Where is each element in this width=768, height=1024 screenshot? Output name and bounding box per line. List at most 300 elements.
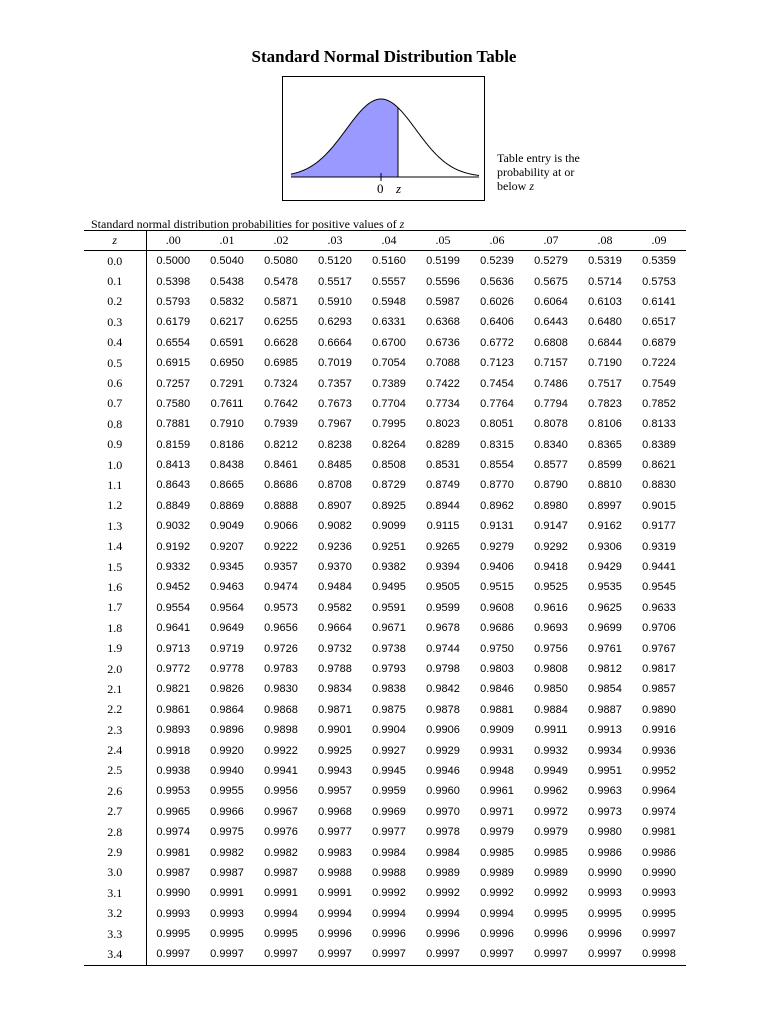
table-row (84, 455, 686, 475)
probability-cell: 0.9959 (372, 785, 406, 798)
probability-cell: 0.6026 (480, 295, 514, 308)
probability-cell: 0.9236 (318, 540, 352, 553)
z-value-cell: 3.4 (84, 944, 146, 965)
probability-cell: 0.7995 (372, 418, 406, 431)
z-value-cell: 2.6 (84, 781, 146, 801)
probability-cell: 0.9732 (318, 642, 352, 655)
probability-cell: 0.8643 (156, 479, 191, 492)
figure-caption (497, 151, 607, 193)
probability-cell: 0.9599 (426, 601, 460, 614)
probability-cell: 0.9582 (318, 601, 352, 614)
probability-cell: 0.9976 (264, 826, 298, 839)
probability-cell: 0.9441 (642, 561, 676, 574)
probability-cell: 0.9177 (642, 520, 676, 533)
probability-cell: 0.9997 (524, 944, 578, 965)
header-col: .02 (254, 231, 308, 251)
probability-cell: 0.9357 (264, 561, 298, 574)
table-row (84, 557, 686, 577)
probability-cell: 0.9974 (642, 805, 676, 818)
probability-cell: 0.9719 (210, 642, 244, 655)
z-value-cell: 1.2 (84, 496, 146, 516)
table-row (84, 414, 686, 434)
probability-cell: 0.9868 (264, 703, 298, 716)
probability-cell: 0.9965 (156, 805, 191, 818)
probability-cell: 0.9887 (588, 703, 622, 716)
probability-cell: 0.9996 (480, 928, 514, 941)
z-value-cell: 2.2 (84, 700, 146, 720)
probability-cell: 0.9952 (642, 764, 676, 777)
page-title: Standard Normal Distribution Table (251, 47, 517, 66)
probability-cell: 0.5910 (318, 295, 352, 308)
probability-cell: 0.9641 (156, 622, 191, 635)
probability-cell: 0.9251 (372, 540, 406, 553)
probability-cell: 0.9382 (372, 561, 406, 574)
probability-cell: 0.9997 (470, 944, 524, 965)
probability-cell: 0.9983 (318, 846, 352, 859)
probability-cell: 0.6141 (642, 295, 676, 308)
probability-cell: 0.9920 (210, 744, 244, 757)
probability-cell: 0.9049 (210, 520, 244, 533)
probability-cell: 0.8389 (642, 438, 676, 451)
probability-cell: 0.9994 (318, 907, 352, 920)
table-row (84, 292, 686, 312)
probability-cell: 0.9993 (588, 887, 622, 900)
table-row (84, 353, 686, 373)
probability-cell: 0.8599 (588, 459, 622, 472)
probability-cell: 0.7580 (156, 397, 191, 410)
probability-cell: 0.9988 (318, 866, 352, 879)
probability-cell: 0.9319 (642, 540, 676, 553)
probability-cell: 0.9761 (588, 642, 622, 655)
probability-cell: 0.9996 (426, 928, 460, 941)
probability-cell: 0.9940 (210, 764, 244, 777)
probability-cell: 0.9678 (426, 622, 460, 635)
probability-cell: 0.8264 (372, 438, 406, 451)
probability-cell: 0.6217 (210, 316, 244, 329)
probability-cell: 0.9996 (372, 928, 406, 941)
probability-cell: 0.9306 (588, 540, 622, 553)
probability-cell: 0.7881 (156, 418, 191, 431)
probability-cell: 0.9995 (264, 928, 298, 941)
table-row (84, 883, 686, 903)
probability-cell: 0.9989 (426, 866, 460, 879)
probability-cell: 0.7734 (426, 397, 460, 410)
probability-cell: 0.6736 (426, 336, 460, 349)
probability-cell: 0.9484 (318, 581, 352, 594)
probability-cell: 0.9906 (426, 724, 460, 737)
probability-cell: 0.9554 (156, 601, 191, 614)
probability-cell: 0.9838 (372, 683, 406, 696)
table-row (84, 679, 686, 699)
z-value-cell: 3.0 (84, 863, 146, 883)
probability-cell: 0.9909 (480, 724, 514, 737)
probability-cell: 0.7517 (588, 377, 622, 390)
probability-cell: 0.9990 (588, 866, 622, 879)
probability-cell: 0.9625 (588, 601, 622, 614)
probability-cell: 0.7704 (372, 397, 406, 410)
probability-cell: 0.9971 (480, 805, 514, 818)
z-value-cell: 2.1 (84, 679, 146, 699)
header-col: .09 (632, 231, 686, 251)
z-value-cell: 2.0 (84, 659, 146, 679)
probability-cell: 0.9997 (642, 928, 676, 941)
z-value-cell: 3.3 (84, 924, 146, 944)
table-header-row (84, 231, 686, 251)
probability-cell: 0.9991 (264, 887, 298, 900)
probability-cell: 0.6985 (264, 357, 298, 370)
z-value-cell: 1.0 (84, 455, 146, 475)
probability-cell: 0.8790 (534, 479, 568, 492)
probability-cell: 0.9938 (156, 764, 191, 777)
probability-cell: 0.7764 (480, 397, 514, 410)
probability-cell: 0.9979 (480, 826, 514, 839)
table-row (84, 435, 686, 455)
probability-cell: 0.8508 (372, 459, 406, 472)
probability-cell: 0.9738 (372, 642, 406, 655)
probability-cell: 0.9901 (318, 724, 352, 737)
probability-cell: 0.9957 (318, 785, 352, 798)
table-row (84, 700, 686, 720)
probability-cell: 0.9911 (534, 724, 568, 737)
probability-cell: 0.7454 (480, 377, 514, 390)
probability-cell: 0.5040 (210, 255, 244, 268)
probability-cell: 0.5596 (426, 275, 460, 288)
probability-cell: 0.8980 (534, 499, 568, 512)
probability-cell: 0.9545 (642, 581, 676, 594)
table-row (84, 251, 686, 272)
probability-cell: 0.8849 (156, 499, 191, 512)
probability-cell: 0.6879 (642, 336, 676, 349)
probability-cell: 0.8106 (588, 418, 622, 431)
table-row (84, 720, 686, 740)
header-col: .07 (524, 231, 578, 251)
probability-cell: 0.8907 (318, 499, 352, 512)
table-row (84, 904, 686, 924)
table-row (84, 802, 686, 822)
probability-cell: 0.9979 (534, 826, 568, 839)
probability-cell: 0.9934 (588, 744, 622, 757)
probability-cell: 0.6554 (156, 336, 191, 349)
probability-cell: 0.5557 (372, 275, 406, 288)
probability-table-wrapper (84, 230, 686, 966)
probability-cell: 0.9987 (210, 866, 244, 879)
probability-cell: 0.9997 (200, 944, 254, 965)
probability-cell: 0.8830 (642, 479, 676, 492)
probability-cell: 0.8078 (534, 418, 568, 431)
probability-cell: 0.9982 (210, 846, 244, 859)
probability-cell: 0.7422 (426, 377, 460, 390)
probability-cell: 0.7019 (318, 357, 352, 370)
probability-cell: 0.9966 (210, 805, 244, 818)
table-row (84, 394, 686, 414)
probability-cell: 0.9898 (264, 724, 298, 737)
probability-cell: 0.9978 (426, 826, 460, 839)
probability-cell: 0.8577 (534, 459, 568, 472)
shaded-probability-area (291, 99, 398, 177)
probability-cell: 0.9977 (372, 826, 406, 839)
probability-cell: 0.9932 (534, 744, 568, 757)
probability-cell: 0.9973 (588, 805, 622, 818)
probability-cell: 0.9995 (210, 928, 244, 941)
table-row (84, 842, 686, 862)
probability-cell: 0.6368 (426, 316, 460, 329)
table-row (84, 924, 686, 944)
probability-cell: 0.9564 (210, 601, 244, 614)
probability-cell: 0.9082 (318, 520, 352, 533)
probability-cell: 0.9997 (308, 944, 362, 965)
probability-cell: 0.9967 (264, 805, 298, 818)
probability-cell: 0.9922 (264, 744, 298, 757)
probability-cell: 0.9525 (534, 581, 568, 594)
probability-cell: 0.8708 (318, 479, 352, 492)
probability-cell: 0.9744 (426, 642, 460, 655)
caption-line-1: Table entry is the (497, 151, 580, 165)
probability-cell: 0.7123 (480, 357, 514, 370)
probability-cell: 0.6628 (264, 336, 298, 349)
header-col: .05 (416, 231, 470, 251)
probability-cell: 0.9878 (426, 703, 460, 716)
z-value-cell: 0.3 (84, 312, 146, 332)
z-value-cell: 1.6 (84, 577, 146, 597)
probability-cell: 0.9986 (588, 846, 622, 859)
z-value-cell: 0.1 (84, 271, 146, 291)
probability-cell: 0.9699 (588, 622, 622, 635)
probability-cell: 0.9591 (372, 601, 406, 614)
probability-cell: 0.9992 (372, 887, 406, 900)
probability-cell: 0.9821 (156, 683, 191, 696)
z-value-cell: 0.0 (84, 251, 146, 272)
probability-cell: 0.9995 (588, 907, 622, 920)
probability-cell: 0.7939 (264, 418, 298, 431)
probability-cell: 0.9996 (534, 928, 568, 941)
table-row (84, 577, 686, 597)
probability-cell: 0.9099 (372, 520, 406, 533)
z-value-cell: 1.4 (84, 536, 146, 556)
probability-cell: 0.9664 (318, 622, 352, 635)
probability-cell: 0.9474 (264, 581, 298, 594)
probability-cell: 0.9993 (642, 887, 676, 900)
probability-cell: 0.9884 (534, 703, 568, 716)
probability-cell: 0.9984 (426, 846, 460, 859)
probability-cell: 0.9726 (264, 642, 298, 655)
probability-cell: 0.8621 (642, 459, 676, 472)
probability-cell: 0.8962 (480, 499, 514, 512)
probability-cell: 0.9987 (156, 866, 191, 879)
probability-cell: 0.9265 (426, 540, 460, 553)
z-label: z (396, 181, 402, 196)
probability-cell: 0.6808 (534, 336, 568, 349)
probability-cell: 0.8365 (588, 438, 622, 451)
probability-cell: 0.9686 (480, 622, 514, 635)
probability-cell: 0.9925 (318, 744, 352, 757)
table-row (84, 781, 686, 801)
probability-cell: 0.9913 (588, 724, 622, 737)
probability-cell: 0.6664 (318, 336, 352, 349)
probability-cell: 0.9991 (318, 887, 352, 900)
probability-cell: 0.9974 (156, 826, 191, 839)
probability-cell: 0.8997 (588, 499, 622, 512)
probability-cell: 0.5239 (480, 255, 514, 268)
probability-cell: 0.8133 (642, 418, 676, 431)
probability-cell: 0.9808 (534, 663, 568, 675)
probability-cell: 0.9989 (534, 866, 568, 879)
probability-cell: 0.5636 (480, 275, 514, 288)
probability-cell: 0.9896 (210, 724, 244, 737)
probability-cell: 0.9535 (588, 581, 622, 594)
probability-cell: 0.9772 (156, 663, 191, 675)
probability-cell: 0.5948 (372, 295, 406, 308)
probability-cell: 0.9798 (426, 663, 460, 675)
probability-cell: 0.8665 (210, 479, 244, 492)
probability-cell: 0.9406 (480, 561, 514, 574)
z-value-cell: 2.8 (84, 822, 146, 842)
probability-cell: 0.9656 (264, 622, 298, 635)
probability-cell: 0.9995 (534, 907, 568, 920)
probability-cell: 0.9918 (156, 744, 191, 757)
probability-cell: 0.9817 (642, 663, 676, 675)
probability-cell: 0.6950 (210, 357, 244, 370)
z-value-cell: 0.2 (84, 292, 146, 312)
probability-cell: 0.9192 (156, 540, 191, 553)
probability-cell: 0.9207 (210, 540, 244, 553)
probability-cell: 0.9997 (416, 944, 470, 965)
table-row (84, 475, 686, 495)
probability-cell: 0.9977 (318, 826, 352, 839)
z-value-cell: 0.5 (84, 353, 146, 373)
probability-cell: 0.9345 (210, 561, 244, 574)
z-value-cell: 1.8 (84, 618, 146, 638)
probability-cell: 0.9993 (210, 907, 244, 920)
table-row (84, 496, 686, 516)
probability-cell: 0.9463 (210, 581, 244, 594)
probability-cell: 0.9394 (426, 561, 460, 574)
probability-cell: 0.6772 (480, 336, 514, 349)
probability-cell: 0.9980 (588, 826, 622, 839)
probability-cell: 0.9995 (642, 907, 676, 920)
probability-cell: 0.9793 (372, 663, 406, 675)
probability-cell: 0.9986 (642, 846, 676, 859)
z-value-cell: 3.2 (84, 904, 146, 924)
probability-cell: 0.9803 (480, 663, 514, 675)
probability-cell: 0.6700 (372, 336, 406, 349)
probability-cell: 0.9993 (156, 907, 191, 920)
probability-cell: 0.5279 (534, 255, 568, 268)
probability-cell: 0.9854 (588, 683, 622, 696)
probability-cell: 0.5438 (210, 275, 244, 288)
subtitle-z: z (399, 217, 405, 231)
z-value-cell: 2.9 (84, 842, 146, 862)
probability-cell: 0.6915 (156, 357, 191, 370)
probability-cell: 0.9948 (480, 764, 514, 777)
probability-cell: 0.9998 (632, 944, 686, 965)
table-row (84, 271, 686, 291)
probability-cell: 0.6103 (588, 295, 622, 308)
probability-cell: 0.9147 (534, 520, 568, 533)
probability-cell: 0.7389 (372, 377, 406, 390)
probability-cell: 0.9929 (426, 744, 460, 757)
table-row (84, 761, 686, 781)
probability-cell: 0.5871 (264, 295, 298, 308)
probability-cell: 0.9943 (318, 764, 352, 777)
table-row (84, 373, 686, 393)
probability-cell: 0.7611 (210, 397, 244, 410)
probability-cell: 0.7673 (318, 397, 352, 410)
probability-cell: 0.7794 (534, 397, 568, 410)
probability-cell: 0.7190 (588, 357, 622, 370)
probability-cell: 0.5675 (534, 275, 568, 288)
probability-cell: 0.9960 (426, 785, 460, 798)
probability-cell: 0.7224 (642, 357, 676, 370)
probability-cell: 0.9830 (264, 683, 298, 696)
probability-cell: 0.9332 (156, 561, 191, 574)
z-value-cell: 1.9 (84, 638, 146, 658)
probability-cell: 0.7486 (534, 377, 568, 390)
probability-cell: 0.7357 (318, 377, 352, 390)
table-row (84, 618, 686, 638)
probability-cell: 0.5359 (642, 255, 676, 268)
probability-cell: 0.6179 (156, 316, 191, 329)
probability-cell: 0.6064 (534, 295, 568, 308)
probability-cell: 0.8159 (156, 438, 191, 451)
probability-cell: 0.9370 (318, 561, 352, 574)
probability-cell: 0.9991 (210, 887, 244, 900)
probability-cell: 0.9949 (534, 764, 568, 777)
probability-cell: 0.9985 (534, 846, 568, 859)
probability-cell: 0.9955 (210, 785, 244, 798)
probability-cell: 0.9961 (480, 785, 514, 798)
z-value-cell: 2.4 (84, 740, 146, 760)
caption-z: z (529, 179, 534, 193)
z-value-cell: 2.3 (84, 720, 146, 740)
probability-cell: 0.5517 (318, 275, 352, 288)
subtitle-text: Standard normal distribution probabilities for positive values of (91, 217, 400, 231)
probability-cell: 0.7291 (210, 377, 244, 390)
probability-cell: 0.9834 (318, 683, 352, 696)
probability-cell: 0.7823 (588, 397, 622, 410)
probability-cell: 0.8944 (426, 499, 460, 512)
probability-cell: 0.9693 (534, 622, 568, 635)
probability-cell: 0.5832 (210, 295, 244, 308)
probability-cell: 0.9992 (480, 887, 514, 900)
probability-cell: 0.8729 (372, 479, 406, 492)
probability-cell: 0.9992 (534, 887, 568, 900)
probability-cell: 0.9788 (318, 663, 352, 675)
z-value-cell: 1.7 (84, 598, 146, 618)
z-value-cell: 0.7 (84, 394, 146, 414)
probability-cell: 0.9846 (480, 683, 514, 696)
probability-cell: 0.9162 (588, 520, 622, 533)
probability-cell: 0.9750 (480, 642, 514, 655)
table-row (84, 312, 686, 332)
probability-cell: 0.9975 (210, 826, 244, 839)
table-row (84, 659, 686, 679)
z-value-cell: 2.5 (84, 761, 146, 781)
probability-cell: 0.8238 (318, 438, 352, 451)
table-row (84, 944, 686, 965)
probability-cell: 0.9989 (480, 866, 514, 879)
z-value-cell: 2.7 (84, 802, 146, 822)
probability-cell: 0.9115 (426, 520, 460, 533)
normal-curve-graphic (283, 77, 486, 202)
probability-cell: 0.9936 (642, 744, 676, 757)
probability-cell: 0.5987 (426, 295, 460, 308)
probability-cell: 0.9864 (210, 703, 244, 716)
probability-cell: 0.5080 (264, 255, 298, 268)
probability-cell: 0.9916 (642, 724, 676, 737)
probability-cell: 0.9988 (372, 866, 406, 879)
probability-cell: 0.6255 (264, 316, 298, 329)
z-value-cell: 0.4 (84, 333, 146, 353)
